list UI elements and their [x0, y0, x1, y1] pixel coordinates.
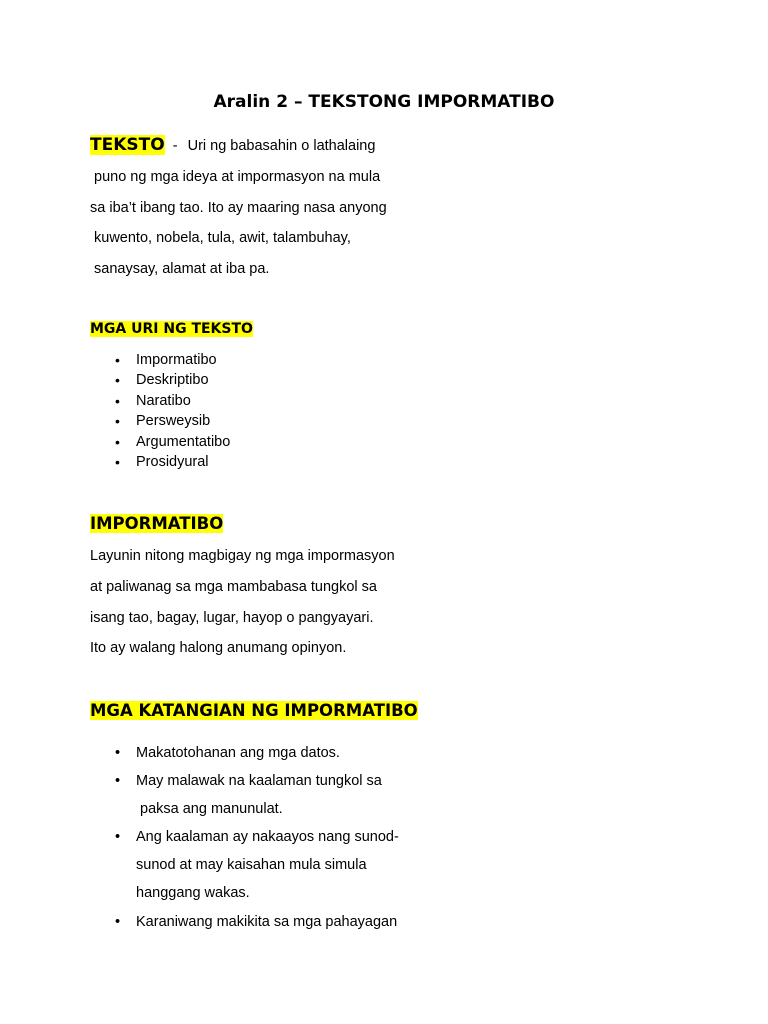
- bullet-icon: •: [115, 433, 120, 450]
- impormatibo-line-3: isang tao, bagay, lugar, hayop o pangyayari.: [90, 610, 374, 626]
- teksto-line-1: Uri ng babasahin o lathalaing: [187, 138, 376, 154]
- katangian-item-4: • Karaniwang makikita sa mga pahayagan: [115, 914, 398, 930]
- bullet-icon: •: [115, 914, 121, 930]
- list-item: • Impormatibo: [115, 352, 217, 368]
- impormatibo-line-4: Ito ay walang halong anumang opinyon.: [90, 640, 347, 656]
- page-title: Aralin 2 – TEKSTONG IMPORMATIBO: [213, 92, 555, 112]
- katangian-item-2: • May malawak na kaalaman tungkol sa: [115, 773, 382, 789]
- teksto-definition-first-line: [90, 136, 375, 155]
- teksto-line-2: puno ng mga ideya at impormasyon na mula: [94, 169, 381, 185]
- katangian-item-2-line-2: paksa ang manunulat.: [140, 801, 283, 817]
- teksto-line-5: sanaysay, alamat at iba pa.: [94, 261, 270, 277]
- bullet-icon: •: [115, 745, 121, 761]
- uri-list: [112, 350, 230, 472]
- teksto-line-3: sa iba’t ibang tao. Ito ay maaring nasa anyong: [90, 200, 387, 216]
- list-item: • Persweysib: [115, 413, 211, 430]
- list-item: • Prosidyural: [115, 453, 209, 470]
- katangian-item-3: • Ang kaalaman ay nakaayos nang sunod-: [115, 829, 399, 845]
- bullet-icon: •: [115, 413, 120, 430]
- list-item: • Argumentatibo: [115, 433, 231, 450]
- bullet-icon: •: [115, 453, 120, 470]
- bullet-icon: •: [115, 773, 121, 789]
- list-item: • Deskriptibo: [115, 372, 209, 389]
- bullet-icon: •: [115, 829, 121, 845]
- katangian-heading: MGA KATANGIAN NG IMPORMATIBO: [90, 701, 418, 720]
- impormatibo-line-2: at paliwanag sa mga mambabasa tungkol sa: [90, 579, 377, 595]
- bullet-icon: •: [115, 392, 120, 409]
- teksto-term: TEKSTO: [90, 135, 165, 155]
- impormatibo-heading: IMPORMATIBO: [90, 514, 224, 533]
- teksto-dash: -: [172, 138, 178, 154]
- impormatibo-line-1: Layunin nitong magbigay ng mga impormasyon: [90, 548, 395, 564]
- uri-heading: MGA URI NG TEKSTO: [90, 321, 253, 337]
- teksto-line-4: kuwento, nobela, tula, awit, talambuhay,: [94, 230, 351, 246]
- katangian-item-3-line-2: sunod at may kaisahan mula simula: [136, 857, 367, 873]
- katangian-item-3-line-3: hanggang wakas.: [136, 885, 250, 901]
- bullet-icon: •: [115, 372, 120, 389]
- bullet-icon: •: [115, 352, 120, 368]
- list-item: • Naratibo: [115, 392, 191, 409]
- katangian-item-1: • Makatotohanan ang mga datos.: [115, 745, 340, 761]
